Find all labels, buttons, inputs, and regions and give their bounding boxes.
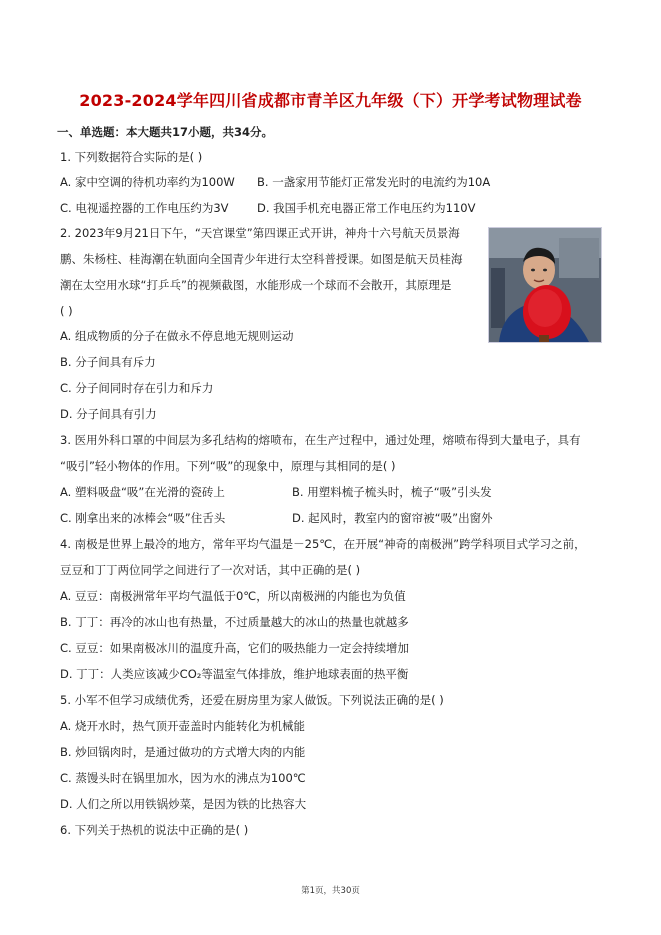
q3-option-d: D. 起风时，教室内的窗帘被“吸”出窗外 (292, 511, 493, 525)
astronaut-photo (488, 227, 602, 343)
q6-stem: 6. 下列关于热机的说法中正确的是( ) (60, 823, 249, 837)
q2-stem-line3: 潮在太空用水球“打乒乓”的视频截图，水能形成一个球而不会散开，其原理是 (60, 278, 452, 292)
q3-stem-line1: 3. 医用外科口罩的中间层为多孔结构的熔喷布，在生产过程中，通过处理，熔喷布得到大量电子，具有 (60, 433, 581, 447)
q5-option-a: A. 烧开水时，热气顶开壶盖时内能转化为机械能 (60, 719, 305, 733)
q2-stem-line4: ( ) (60, 304, 73, 318)
q2-stem-line1: 2. 2023年9月21日下午，“天宫课堂”第四课正式开讲，神舟十六号航天员景海 (60, 226, 460, 240)
q3-option-c: C. 刚拿出来的冰棒会“吸”住舌头 (60, 511, 226, 525)
q3-option-b: B. 用塑料梳子梳头时，梳子“吸”引头发 (292, 485, 492, 499)
section-heading: 一、单选题：本大题共17小题，共34分。 (57, 125, 274, 139)
q3-option-a: A. 塑料吸盘“吸”在光滑的瓷砖上 (60, 485, 225, 499)
q2-option-c: C. 分子间同时存在引力和斥力 (60, 381, 214, 395)
q3-stem-line2: “吸引”轻小物体的作用。下列“吸”的现象中，原理与其相同的是( ) (60, 459, 396, 473)
q4-stem-line1: 4. 南极是世界上最冷的地方，常年平均气温是－25℃，在开展“神奇的南极洲”跨学科项目式学习之前， (60, 537, 586, 551)
page-footer: 第1页，共30页 (301, 886, 360, 896)
astronaut-illustration (489, 228, 601, 342)
q1-stem: 1. 下列数据符合实际的是( ) (60, 150, 203, 164)
q5-option-c: C. 蒸馒头时在锅里加水，因为水的沸点为100℃ (60, 771, 306, 785)
q2-option-d: D. 分子间具有引力 (60, 407, 157, 421)
q1-option-a: A. 家中空调的待机功率约为100W (60, 175, 235, 189)
q4-option-d: D. 丁丁：人类应该减少CO₂等温室气体排放，维护地球表面的热平衡 (60, 667, 409, 681)
q4-option-b: B. 丁丁：再冷的冰山也有热量，不过质量越大的冰山的热量也就越多 (60, 615, 409, 629)
q4-stem-line2: 豆豆和丁丁两位同学之间进行了一次对话，其中正确的是( ) (60, 563, 361, 577)
q1-option-c: C. 电视遥控器的工作电压约为3V (60, 201, 229, 215)
q2-option-b: B. 分子间具有斥力 (60, 355, 156, 369)
q5-option-b: B. 炒回锅肉时，是通过做功的方式增大肉的内能 (60, 745, 306, 759)
q4-option-c: C. 豆豆：如果南极冰川的温度升高，它们的吸热能力一定会持续增加 (60, 641, 409, 655)
q5-stem: 5. 小军不但学习成绩优秀，还爱在厨房里为家人做饭。下列说法正确的是( ) (60, 693, 444, 707)
page-title: 2023-2024学年四川省成都市青羊区九年级（下）开学考试物理试卷 (79, 91, 582, 110)
q2-option-a: A. 组成物质的分子在做永不停息地无规则运动 (60, 329, 294, 343)
q5-option-d: D. 人们之所以用铁锅炒菜，是因为铁的比热容大 (60, 797, 307, 811)
q1-option-b: B. 一盏家用节能灯正常发光时的电流约为10A (257, 175, 491, 189)
q1-option-d: D. 我国手机充电器正常工作电压约为110V (257, 201, 476, 215)
q4-option-a: A. 豆豆：南极洲常年平均气温低于0℃，所以南极洲的内能也为负值 (60, 589, 406, 603)
q2-stem-line2: 鹏、朱杨柱、桂海潮在轨面向全国青少年进行太空科普授课。如图是航天员桂海 (60, 252, 463, 266)
